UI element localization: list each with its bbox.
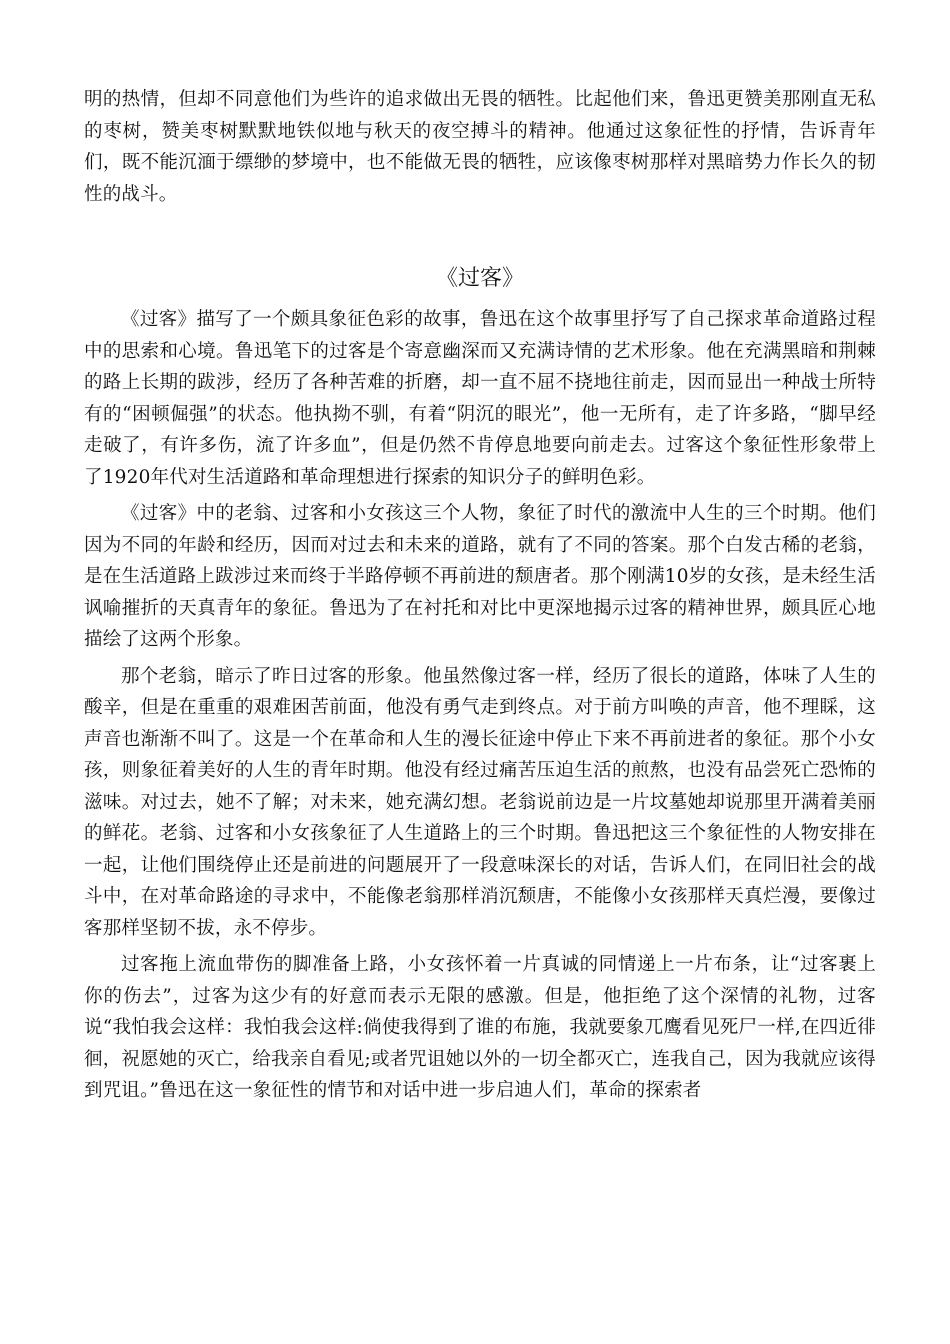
intro-paragraph: 明的热情，但却不同意他们为些许的追求做出无畏的牺牲。比起他们来，鲁迅更赞美那刚直无私的枣树，赞美枣树默默地铁似地与秋天的夜空搏斗的精神。他通过这象征性的抒情，告诉青年们，既不能沉湎于缥缈的梦境中，也不能做无畏的牺牲，应该像枣树那样对黑暗势力作长久的韧性的战斗。 bbox=[84, 89, 876, 205]
body-paragraph-3: 那个老翁，暗示了昨日过客的形象。他虽然像过客一样，经历了很长的道路，体味了人生的酸辛，但是在重重的艰难困苦前面，他没有勇气走到终点。对于前方叫唤的声音，他不理睬，这声音也渐渐不叫了。这是一个在革命和人生的漫长征途中停止下来不再前进者的象征。那个小女孩，则象征着美好的人生的青年时期。他没有经过痛苦压迫生活的煎熬，也没有品尝死亡恐怖的滋味。对过去，她不了解；对未来，她充满幻想。老翁说前边是一片坟墓她却说那里开满着美丽的鲜花。老翁、过客和小女孩象征了人生道路上的三个时期。鲁迅把这三个象征性的人物安排在一起，让他们围绕停止还是前进的问题展开了一段意味深长的对话，告诉人们，在同旧社会的战斗中，在对革命路途的寻求中，不能像老翁那样消沉颓唐，不能像小女孩那样天真烂漫，要像过客那样坚韧不拔，永不停步。 bbox=[84, 665, 876, 939]
body-paragraph-4: 过客拖上流血带伤的脚准备上路，小女孩怀着一片真诚的同情递上一片布条，让“过客裹上你的伤去”，过客为这少有的好意而表示无限的感激。但是，他拒绝了这个深情的礼物，过客说“我怕我会这样：我怕我会这样:倘使我得到了谁的布施，我就要象兀鹰看见死尸一样,在四近徘徊，祝愿她的灭亡，给我亲自看见;或者咒诅她以外的一切全都灭亡，连我自己，因为我就应该得到咒诅。”鲁迅在这一象征性的情节和对话中进一步启迪人们，革命的探索者 bbox=[84, 954, 876, 1101]
body-paragraph-2: 《过客》中的老翁、过客和小女孩这三个人物，象征了时代的激流中人生的三个时期。他们因为不同的年龄和经历，因而对过去和未来的道路，就有了不同的答案。那个白发古稀的老翁，是在生活道路上跋涉过来而终于半路停顿不再前进的颓唐者。那个刚满10岁的女孩，是未经生活讽喻摧折的天真青年的象征。鲁迅为了在衬托和对比中更深地揭示过客的精神世界，颇具匠心地描绘了这两个形象。 bbox=[84, 503, 876, 650]
document-page bbox=[84, 84, 876, 1107]
body-paragraph-1: 《过客》描写了一个颇具象征色彩的故事，鲁迅在这个故事里抒写了自己探求革命道路过程中的思索和心境。鲁迅笔下的过客是个寄意幽深而又充满诗情的艺术形象。他在充满黑暗和荆棘的路上长期的跋涉，经历了各种苦难的折磨，却一直不屈不挠地往前走，因而显出一种战士所特有的“困顿倔强”的状态。他执拗不驯，有着“阴沉的眼光”，他一无所有，走了许多路，“脚早经走破了，有许多伤，流了许多血”，但是仍然不肯停息地要向前走去。过客这个象征性形象带上了1920年代对生活道路和革命理想进行探索的知识分子的鲜明色彩。 bbox=[84, 309, 876, 488]
section-title: 《过客》 bbox=[435, 266, 524, 291]
